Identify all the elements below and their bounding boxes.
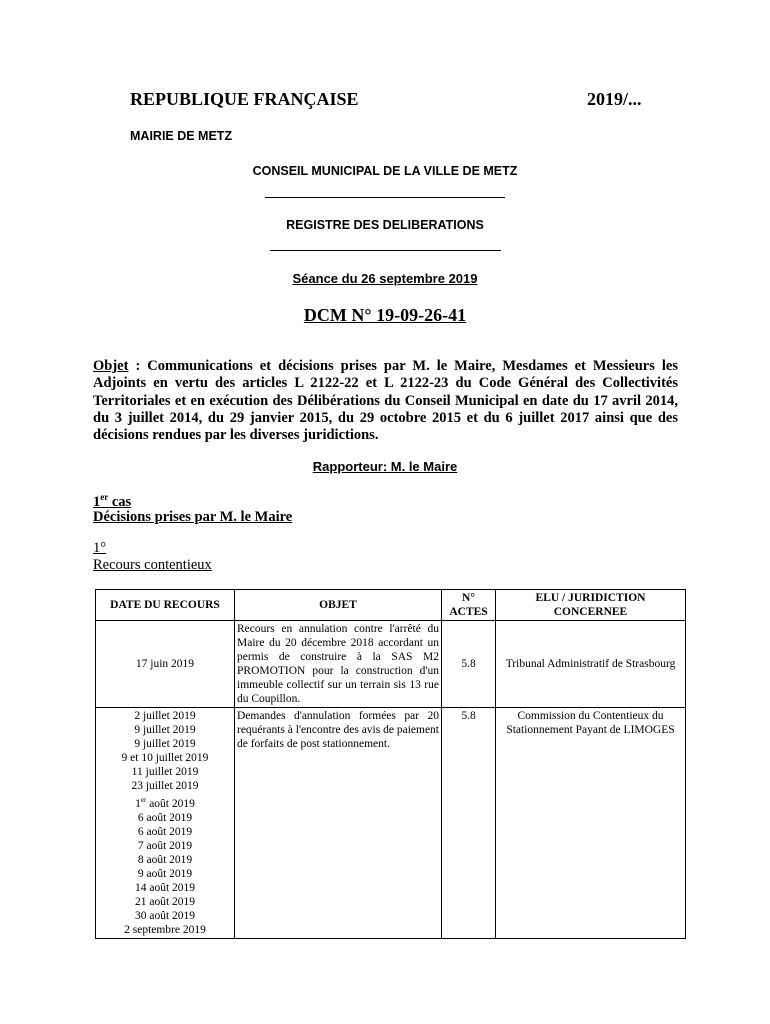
cell-juridiction: Tribunal Administratif de Strasbourg	[496, 621, 686, 708]
objet-paragraph	[93, 358, 678, 444]
date-line: 6 août 2019	[137, 825, 193, 838]
table-header-row	[96, 590, 686, 621]
date-line: 2 septembre 2019	[124, 923, 206, 936]
recours-table	[95, 589, 686, 939]
seance-date: Séance du 26 septembre 2019	[292, 271, 478, 286]
deliberation-reference: 2019/...	[587, 89, 642, 109]
conseil-heading: CONSEIL MUNICIPAL DE LA VILLE DE METZ	[252, 164, 518, 178]
divider-line	[265, 197, 505, 198]
item-title: Recours contentieux	[93, 557, 212, 573]
cell-actes: 5.8	[442, 708, 496, 939]
date-line: 9 juillet 2019	[134, 724, 196, 736]
dcm-number: DCM N° 19-09-26-41	[303, 305, 467, 325]
decisions-heading: Décisions prises par M. le Maire	[93, 509, 293, 525]
header-actes: N° ACTES	[442, 590, 496, 621]
date-line: 14 août 2019	[134, 881, 196, 894]
date-line: 1er août 2019	[135, 796, 195, 810]
rapporteur-line: Rapporteur: M. le Maire	[312, 459, 458, 474]
date-line: 7 août 2019	[137, 839, 193, 852]
date-line: 21 août 2019	[134, 895, 196, 908]
objet-label: Objet	[93, 358, 129, 374]
case-heading: 1er cas	[93, 492, 132, 510]
date-line: 9 août 2019	[137, 867, 193, 880]
date-line: 23 juillet 2019	[131, 780, 199, 792]
objet-text: : Communications et décisions prises par M. le Maire, Mesdames et Messieurs les Adjoints en vertu des articles L 2122-22 et L 2122-23 du Code Général des Collectivités Territoriales et en exécution des Délibérations du Conseil Municipal en date du 17 avril 2014, du 3 juillet 2014, du 29 janvier 2015, du 29 octobre 2015 et du 6 juillet 2017 ainsi que des décisions rendues par les diverses juridictions.	[93, 358, 678, 444]
table-row	[96, 708, 686, 939]
date-line: 6 août 2019	[137, 811, 193, 824]
header-date: DATE DU RECOURS	[96, 590, 235, 621]
cell-juridiction: Commission du Contentieux du Stationnement Payant de LIMOGES	[496, 708, 686, 939]
cell-date: 17 juin 2019	[96, 621, 235, 708]
registre-heading: REGISTRE DES DELIBERATIONS	[286, 218, 484, 232]
mairie-label: MAIRIE DE METZ	[130, 129, 233, 143]
divider-line	[270, 250, 501, 251]
cell-dates	[96, 708, 235, 939]
date-line: 8 août 2019	[137, 853, 193, 866]
header-juridiction: ELU / JURIDICTION CONCERNEE	[496, 590, 686, 621]
date-line: 11 juillet 2019	[131, 766, 199, 778]
date-line: 30 août 2019	[134, 909, 196, 922]
cell-actes: 5.8	[442, 621, 496, 708]
cell-objet: Recours en annulation contre l'arrêté du Maire du 20 décembre 2018 accordant un permis de construire à la SAS M2 PROMOTION pour la construction d'un immeuble collectif sur un terrain sis 13 rue du Coupillon.	[235, 621, 442, 708]
date-line: 9 juillet 2019	[134, 738, 196, 750]
republique-heading: REPUBLIQUE FRANÇAISE	[130, 89, 359, 109]
table-row	[96, 621, 686, 708]
item-number: 1°	[93, 540, 107, 556]
date-line: 9 et 10 juillet 2019	[121, 752, 209, 764]
date-line: 2 juillet 2019	[134, 710, 196, 722]
header-objet: OBJET	[235, 590, 442, 621]
cell-objet: Demandes d'annulation formées par 20 requérants à l'encontre des avis de paiement de forfaits de post stationnement.	[235, 708, 442, 939]
